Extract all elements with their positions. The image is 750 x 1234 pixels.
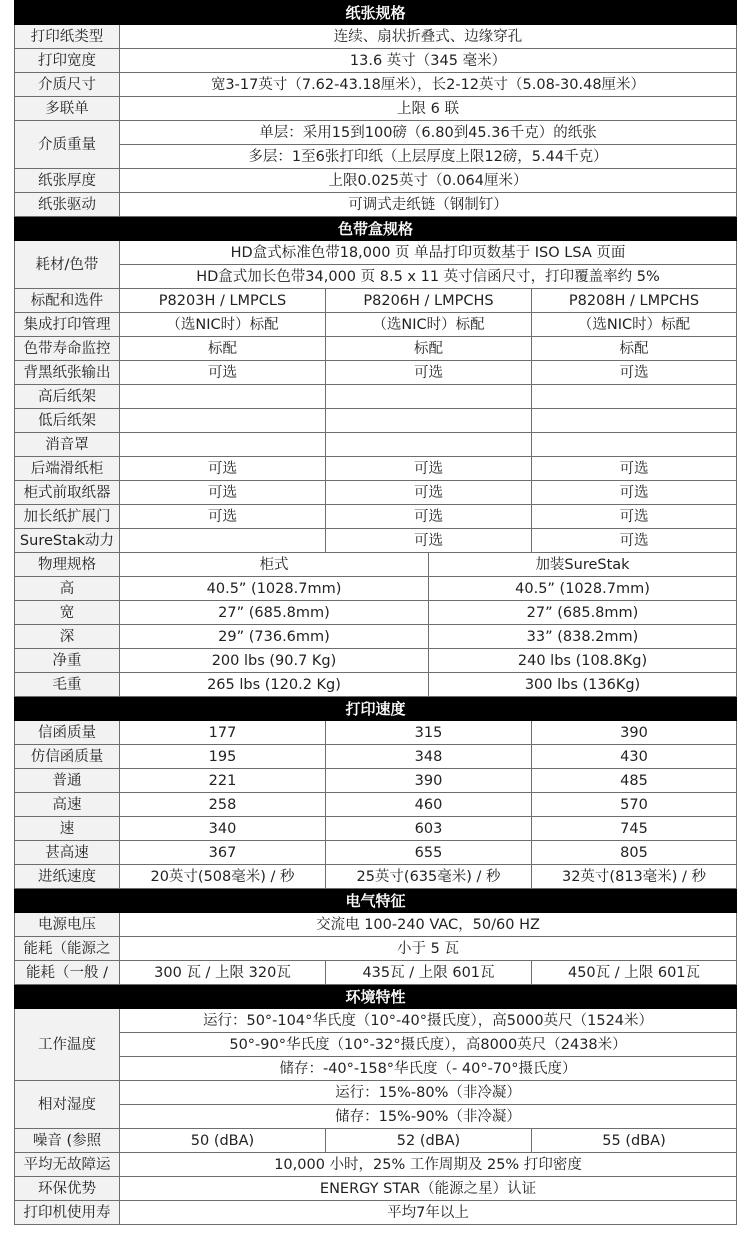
- row-label: 耗材/色带: [15, 241, 120, 289]
- table-row: [15, 337, 737, 361]
- cell: 603: [326, 817, 532, 841]
- row-label: 后端滑纸柜: [15, 457, 120, 481]
- model-cell: P8203H / LMPCLS: [120, 289, 326, 313]
- cell: 265 lbs (120.2 Kg): [120, 673, 429, 697]
- cell: 460: [326, 793, 532, 817]
- col-header: 柜式: [120, 553, 429, 577]
- section-title: 电气特征: [15, 889, 737, 913]
- table-row: [15, 241, 737, 265]
- cell: 805: [532, 841, 737, 865]
- empty-cell: [120, 433, 326, 457]
- cell: 195: [120, 745, 326, 769]
- row-label: 介质重量: [15, 121, 120, 169]
- table-row: [15, 841, 737, 865]
- table-row: [15, 1153, 737, 1177]
- cell: 258: [120, 793, 326, 817]
- section-title: 环境特性: [15, 985, 737, 1009]
- cell: 可选: [326, 481, 532, 505]
- table-row: [15, 673, 737, 697]
- table-row: [15, 289, 737, 313]
- cell: 340: [120, 817, 326, 841]
- table-row: [15, 793, 737, 817]
- empty-cell: [532, 385, 737, 409]
- empty-cell: [326, 433, 532, 457]
- table-row: [15, 577, 737, 601]
- cell: 标配: [532, 337, 737, 361]
- cell: 221: [120, 769, 326, 793]
- row-label: 高速: [15, 793, 120, 817]
- row-value: 上限 6 联: [120, 97, 737, 121]
- row-value: 多层：1至6张打印纸（上层厚度上限12磅，5.44千克）: [120, 145, 737, 169]
- cell: （选NIC时）标配: [326, 313, 532, 337]
- table-row: [15, 817, 737, 841]
- row-label: 物理规格: [15, 553, 120, 577]
- row-label: 噪音 (参照: [15, 1129, 120, 1153]
- table-row: [15, 1009, 737, 1033]
- table-row: [15, 1057, 737, 1081]
- cell: 40.5” (1028.7mm): [120, 577, 429, 601]
- empty-cell: [532, 433, 737, 457]
- table-row: [15, 169, 737, 193]
- row-value: 单层：采用15到100磅（6.80到45.36千克）的纸张: [120, 121, 737, 145]
- table-row: [15, 1033, 737, 1057]
- table-row: [15, 553, 737, 577]
- cell: 可选: [532, 529, 737, 553]
- section-header-ribbon: [15, 217, 737, 241]
- section-header-paper: [15, 1, 737, 25]
- section-title: 打印速度: [15, 697, 737, 721]
- cell: 标配: [120, 337, 326, 361]
- cell: 50 (dBA): [120, 1129, 326, 1153]
- row-value: 上限0.025英寸（0.064厘米）: [120, 169, 737, 193]
- cell: （选NIC时）标配: [120, 313, 326, 337]
- cell: 可选: [326, 529, 532, 553]
- cell: 430: [532, 745, 737, 769]
- row-value: ENERGY STAR（能源之星）认证: [120, 1177, 737, 1201]
- table-row: [15, 313, 737, 337]
- table-row: [15, 481, 737, 505]
- cell: 485: [532, 769, 737, 793]
- empty-cell: [120, 529, 326, 553]
- cell: （选NIC时）标配: [532, 313, 737, 337]
- row-value: 可调式走纸链（钢制钉）: [120, 193, 737, 217]
- row-label: 纸张厚度: [15, 169, 120, 193]
- cell: 240 lbs (108.8Kg): [429, 649, 737, 673]
- cell: 可选: [120, 481, 326, 505]
- col-header: 加装SureStak: [429, 553, 737, 577]
- table-row: [15, 961, 737, 985]
- row-label: 集成打印管理: [15, 313, 120, 337]
- section-header-electrical: [15, 889, 737, 913]
- cell: 25英寸(635毫米) / 秒: [326, 865, 532, 889]
- table-row: [15, 457, 737, 481]
- row-value: 10,000 小时，25% 工作周期及 25% 打印密度: [120, 1153, 737, 1177]
- table-row: [15, 73, 737, 97]
- row-label: 宽: [15, 601, 120, 625]
- cell: 450瓦 / 上限 601瓦: [532, 961, 737, 985]
- table-row: [15, 625, 737, 649]
- cell: 可选: [532, 481, 737, 505]
- row-label: 环保优势: [15, 1177, 120, 1201]
- row-label: 多联单: [15, 97, 120, 121]
- row-label: 信函质量: [15, 721, 120, 745]
- row-value: 储存：15%-90%（非冷凝）: [120, 1105, 737, 1129]
- row-value: 平均7年以上: [120, 1201, 737, 1225]
- row-label: 高: [15, 577, 120, 601]
- cell: 177: [120, 721, 326, 745]
- table-row: [15, 505, 737, 529]
- cell: 300 瓦 / 上限 320瓦: [120, 961, 326, 985]
- cell: 570: [532, 793, 737, 817]
- table-row: [15, 121, 737, 145]
- cell: 348: [326, 745, 532, 769]
- table-row: [15, 721, 737, 745]
- cell: 55 (dBA): [532, 1129, 737, 1153]
- table-row: [15, 97, 737, 121]
- cell: 52 (dBA): [326, 1129, 532, 1153]
- row-value: 连续、扇状折叠式、边缘穿孔: [120, 25, 737, 49]
- row-value: 运行：15%-80%（非冷凝）: [120, 1081, 737, 1105]
- table-row: [15, 937, 737, 961]
- row-label: 背黑纸张输出: [15, 361, 120, 385]
- table-row: [15, 433, 737, 457]
- empty-cell: [120, 409, 326, 433]
- row-label: 打印宽度: [15, 49, 120, 73]
- cell: 315: [326, 721, 532, 745]
- table-row: [15, 1201, 737, 1225]
- cell: 32英寸(813毫米) / 秒: [532, 865, 737, 889]
- cell: 可选: [326, 361, 532, 385]
- cell: 390: [326, 769, 532, 793]
- model-cell: P8206H / LMPCHS: [326, 289, 532, 313]
- row-label: 深: [15, 625, 120, 649]
- row-value: 交流电 100-240 VAC，50/60 HZ: [120, 913, 737, 937]
- cell: 20英寸(508毫米) / 秒: [120, 865, 326, 889]
- cell: 27” (685.8mm): [120, 601, 429, 625]
- table-row: [15, 913, 737, 937]
- cell: 可选: [120, 505, 326, 529]
- empty-cell: [120, 385, 326, 409]
- row-label: 柜式前取纸器: [15, 481, 120, 505]
- empty-cell: [532, 409, 737, 433]
- row-label: 高后纸架: [15, 385, 120, 409]
- row-value: HD盒式加长色带34,000 页 8.5 x 11 英寸信函尺寸，打印覆盖率约 5%: [120, 265, 737, 289]
- table-row: [15, 1081, 737, 1105]
- row-label: 电源电压: [15, 913, 120, 937]
- row-label: 净重: [15, 649, 120, 673]
- table-row: [15, 265, 737, 289]
- cell: 可选: [120, 457, 326, 481]
- cell: 200 lbs (90.7 Kg): [120, 649, 429, 673]
- row-label: 纸张驱动: [15, 193, 120, 217]
- cell: 367: [120, 841, 326, 865]
- cell: 655: [326, 841, 532, 865]
- row-label: 普通: [15, 769, 120, 793]
- cell: 可选: [120, 361, 326, 385]
- table-row: [15, 1129, 737, 1153]
- row-label: 仿信函质量: [15, 745, 120, 769]
- row-label: 速: [15, 817, 120, 841]
- cell: 300 lbs (136Kg): [429, 673, 737, 697]
- spec-sheet: [14, 0, 736, 1225]
- row-value: 13.6 英寸（345 毫米）: [120, 49, 737, 73]
- table-row: [15, 745, 737, 769]
- table-row: [15, 1177, 737, 1201]
- cell: 29” (736.6mm): [120, 625, 429, 649]
- row-label: 毛重: [15, 673, 120, 697]
- cell: 可选: [532, 361, 737, 385]
- cell: 435瓦 / 上限 601瓦: [326, 961, 532, 985]
- row-label: 打印机使用寿: [15, 1201, 120, 1225]
- table-row: [15, 25, 737, 49]
- cell: 40.5” (1028.7mm): [429, 577, 737, 601]
- table-row: [15, 361, 737, 385]
- model-cell: P8208H / LMPCHS: [532, 289, 737, 313]
- row-label: 能耗（能源之: [15, 937, 120, 961]
- row-label: 甚高速: [15, 841, 120, 865]
- row-label: 色带寿命监控: [15, 337, 120, 361]
- table-row: [15, 49, 737, 73]
- row-label: 介质尺寸: [15, 73, 120, 97]
- section-title: 纸张规格: [15, 1, 737, 25]
- row-value: 宽3-17英寸（7.62-43.18厘米），长2-12英寸（5.08-30.48厘米）: [120, 73, 737, 97]
- row-label: 能耗（一般 /: [15, 961, 120, 985]
- cell: 33” (838.2mm): [429, 625, 737, 649]
- empty-cell: [326, 409, 532, 433]
- table-row: [15, 769, 737, 793]
- row-value: 储存：-40°-158°华氏度（- 40°-70°摄氏度）: [120, 1057, 737, 1081]
- section-header-speed: [15, 697, 737, 721]
- table-row: [15, 865, 737, 889]
- row-label: 消音罩: [15, 433, 120, 457]
- row-label: 工作温度: [15, 1009, 120, 1081]
- table-row: [15, 385, 737, 409]
- row-label: 加长纸扩展门: [15, 505, 120, 529]
- table-row: [15, 601, 737, 625]
- cell: 可选: [532, 457, 737, 481]
- table-row: [15, 145, 737, 169]
- table-row: [15, 649, 737, 673]
- section-title: 色带盒规格: [15, 217, 737, 241]
- row-label: 打印纸类型: [15, 25, 120, 49]
- cell: 标配: [326, 337, 532, 361]
- row-value: 小于 5 瓦: [120, 937, 737, 961]
- row-value: HD盒式标准色带18,000 页 单品打印页数基于 ISO LSA 页面: [120, 241, 737, 265]
- cell: 可选: [532, 505, 737, 529]
- row-value: 50°-90°华氏度（10°-32°摄氏度），高8000英尺（2438米）: [120, 1033, 737, 1057]
- row-label: 标配和选件: [15, 289, 120, 313]
- row-label: 平均无故障运: [15, 1153, 120, 1177]
- row-label: SureStak动力: [15, 529, 120, 553]
- empty-cell: [326, 385, 532, 409]
- spec-table: [14, 0, 737, 1225]
- cell: 745: [532, 817, 737, 841]
- row-label: 进纸速度: [15, 865, 120, 889]
- cell: 可选: [326, 505, 532, 529]
- cell: 390: [532, 721, 737, 745]
- table-row: [15, 409, 737, 433]
- section-header-environment: [15, 985, 737, 1009]
- cell: 可选: [326, 457, 532, 481]
- table-row: [15, 1105, 737, 1129]
- table-row: [15, 529, 737, 553]
- table-row: [15, 193, 737, 217]
- row-label: 相对湿度: [15, 1081, 120, 1129]
- row-value: 运行：50°-104°华氏度（10°-40°摄氏度），高5000英尺（1524米）: [120, 1009, 737, 1033]
- row-label: 低后纸架: [15, 409, 120, 433]
- cell: 27” (685.8mm): [429, 601, 737, 625]
